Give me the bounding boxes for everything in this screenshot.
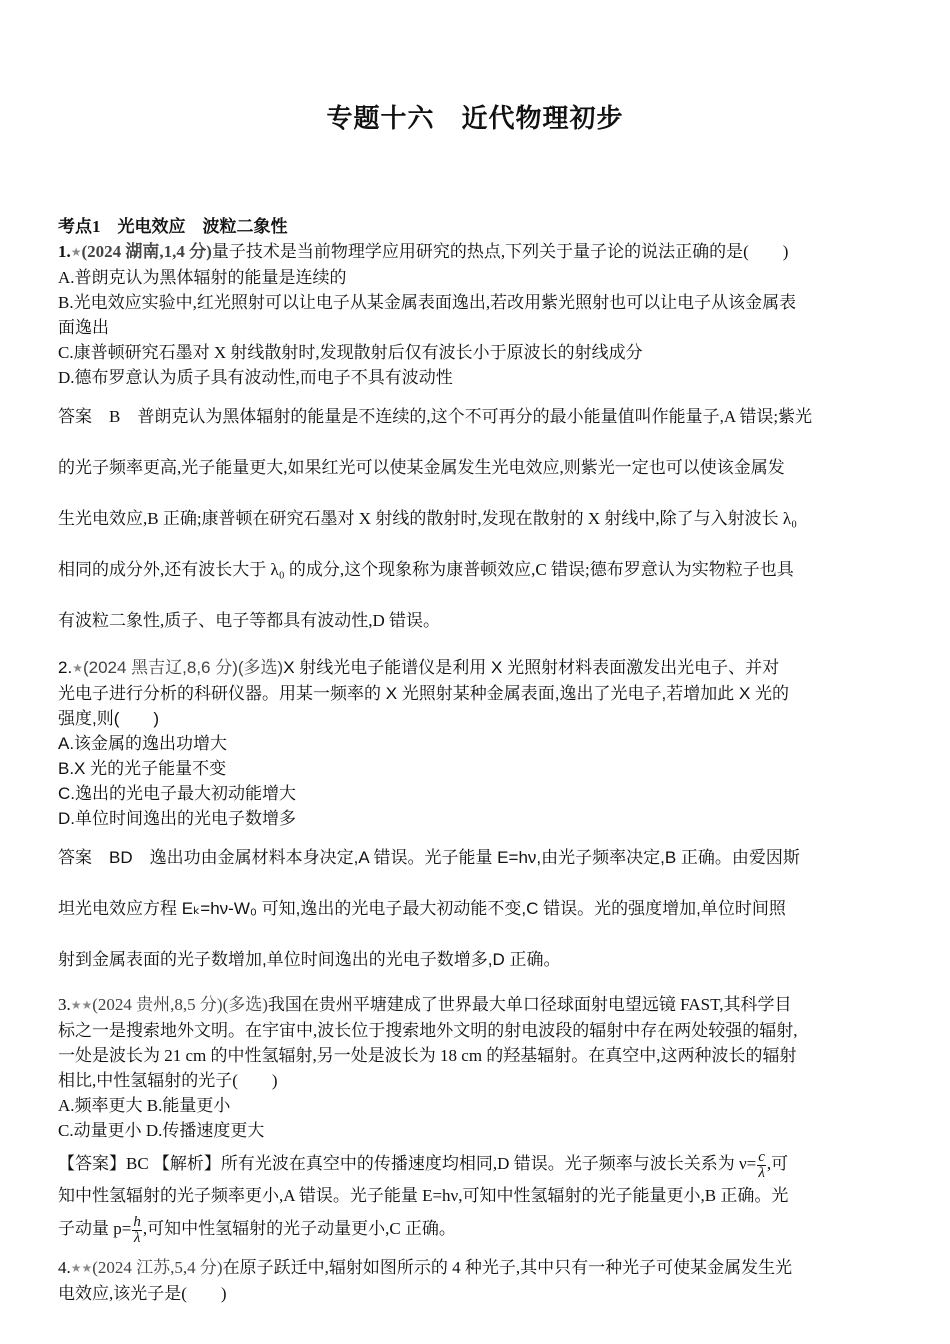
question-2 [58, 655, 892, 972]
question-source: (2024 江苏,5,4 分) [92, 1258, 223, 1277]
option-b-line-1: B.光电效应实验中,红光照射可以让电子从某金属表面逸出,若改用紫光照射也可以让电子从该金属表 [58, 293, 797, 312]
page-title: 专题十六 近代物理初步 [326, 104, 624, 133]
question-source: (2024 贵州,8,5 分)(多选) [92, 995, 268, 1014]
fraction-numerator: c [758, 1148, 765, 1165]
answer-text: 子动量 p= [58, 1219, 132, 1238]
fraction-denominator: λ [133, 1229, 141, 1246]
fraction-numerator: h [133, 1213, 141, 1230]
question-source: (2024 湖南,1,4 分) [81, 242, 212, 261]
content [58, 214, 892, 1306]
answer-block [58, 404, 892, 633]
answer-line [58, 1149, 892, 1179]
answer-text: ,可知中性氢辐射的光子动量更小,C 正确。 [142, 1219, 456, 1238]
answer-line: 射到金属表面的光子数增加,单位时间逸出的光电子数增多,D 正确。 [58, 950, 561, 969]
difficulty-star-icon: ★ [72, 661, 83, 675]
answer-line: 的光子频率更高,光子能量更大,如果红光可以使某金属发生光电效应,则紫光一定也可以使该金属发 [58, 458, 785, 477]
question-stem-line: 一处是波长为 21 cm 的中性氢辐射,另一处是波长为 18 cm 的羟基辐射。在真空中,这两种波长的辐射 [58, 1046, 797, 1065]
difficulty-star-icon: ★★ [70, 998, 93, 1012]
answer-block [58, 1149, 892, 1245]
answer-text: 【答案】BC 【解析】所有光波在真空中的传播速度均相同,D 错误。光子频率与波长关系为 ν= [58, 1154, 757, 1173]
fraction-denominator: λ [758, 1164, 765, 1181]
answer-line: 答案 B 普朗克认为黑体辐射的能量是不连续的,这个不可再分的最小能量值叫作能量子,A 错误;紫光 [58, 407, 813, 426]
answer-line: 有波粒二象性,质子、电子等都具有波动性,D 错误。 [58, 611, 441, 630]
question-number: 3. [58, 995, 71, 1014]
question-stem-line: 光电子进行分析的科研仪器。用某一频率的 X 光照射某种金属表面,逸出了光电子,若增加此 X 光的 [58, 684, 790, 703]
fraction-c-over-lambda [757, 1150, 766, 1181]
question-4 [58, 1255, 892, 1306]
question-stem-line: 电效应,该光子是( ) [58, 1284, 227, 1303]
answer-line: 知中性氢辐射的光子频率更小,A 错误。光子能量 E=hν,可知中性氢辐射的光子能量更小,B 正确。光 [58, 1186, 789, 1205]
options-c-d: C.动量更小 D.传播速度更大 [58, 1121, 265, 1140]
section-heading: 考点1 光电效应 波粒二象性 [58, 217, 288, 236]
difficulty-star-icon: ★★ [70, 1261, 93, 1275]
option-d: D.德布罗意认为质子具有波动性,而电子不具有波动性 [58, 368, 453, 387]
option-c: C.康普顿研究石墨对 X 射线散射时,发现散射后仅有波长小于原波长的射线成分 [58, 343, 643, 362]
question-1 [58, 239, 892, 633]
question-number: 4. [58, 1258, 71, 1277]
question-3 [58, 992, 892, 1245]
answer-line: 相同的成分外,还有波长大于 λ₀ 的成分,这个现象称为康普顿效应,C 错误;德布罗意认为实物粒子也具 [58, 560, 794, 579]
answer-line [58, 1213, 892, 1245]
fraction-h-over-lambda [132, 1215, 142, 1246]
difficulty-star-icon: ★ [70, 245, 82, 259]
question-stem: 量子技术是当前物理学应用研究的热点,下列关于量子论的说法正确的是( ) [211, 242, 789, 261]
question-stem-line: 相比,中性氢辐射的光子( ) [58, 1071, 278, 1090]
question-stem: 在原子跃迁中,辐射如图所示的 4 种光子,其中只有一种光子可使某金属发生光 [222, 1258, 793, 1277]
question-number: 2. [58, 658, 73, 677]
answer-line: 生光电效应,B 正确;康普顿在研究石墨对 X 射线的散射时,发现在散射的 X 射线中,除了与入射波长 λ₀ [58, 509, 798, 528]
question-stem-line: 强度,则( ) [58, 709, 160, 728]
answer-block [58, 845, 892, 972]
option-b: B.X 光的光子能量不变 [58, 759, 227, 778]
question-number: 1. [58, 242, 71, 261]
answer-text: ,可 [766, 1154, 789, 1173]
option-c: C.逸出的光电子最大初动能增大 [58, 784, 296, 803]
option-b-line-2: 面逸出 [58, 318, 109, 337]
question-stem: 我国在贵州平塘建成了世界最大单口径球面射电望远镜 FAST,其科学目 [267, 995, 792, 1014]
options-a-b: A.频率更大 B.能量更小 [58, 1096, 231, 1115]
answer-line: 答案 BD 逸出功由金属材料本身决定,A 错误。光子能量 E=hν,由光子频率决定,B 正确。由爱因斯 [58, 848, 800, 867]
option-d: D.单位时间逸出的光电子数增多 [58, 809, 296, 828]
option-a: A.该金属的逸出功增大 [58, 734, 228, 753]
option-a: A.普朗克认为黑体辐射的能量是连续的 [58, 268, 347, 287]
answer-line: 坦光电效应方程 Eₖ=hν-W₀ 可知,逸出的光电子最大初动能不变,C 错误。光的强度增加,单位时间照 [58, 899, 786, 918]
question-source: (2024 黑吉辽,8,6 分)(多选) [82, 658, 284, 677]
question-stem: X 射线光电子能谱仪是利用 X 光照射材料表面激发出光电子、并对 [283, 658, 780, 677]
question-stem-line: 标之一是搜索地外文明。在宇宙中,波长位于搜索地外文明的射电波段的辐射中存在两处较强的辐射, [58, 1021, 798, 1040]
